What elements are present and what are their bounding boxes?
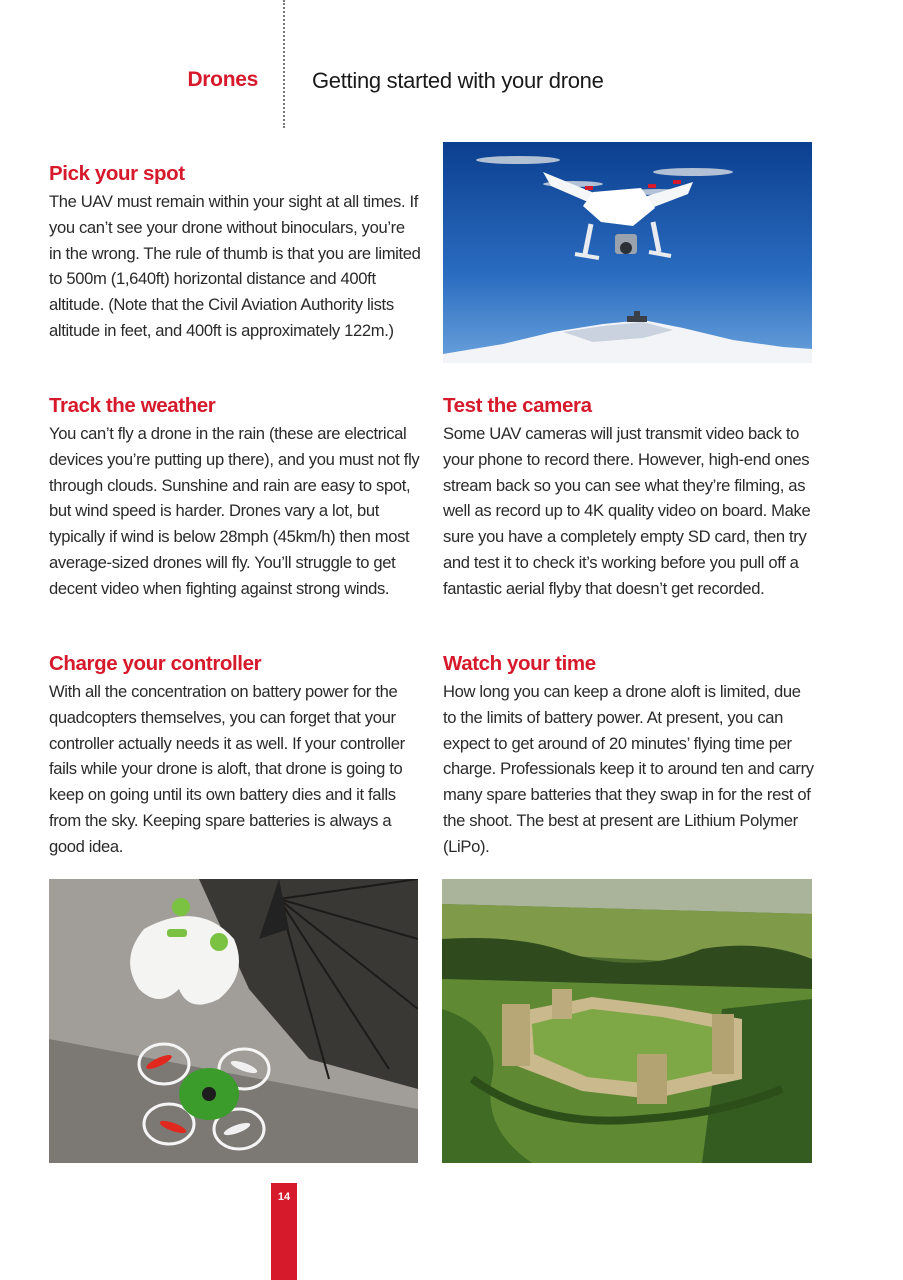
page-title: Getting started with your drone [312,68,604,93]
header-divider [283,0,285,128]
page-number: 14 [277,1191,291,1203]
section-test-the-camera [443,393,815,602]
section-body: The UAV must remain within your sight at all times. If you can’t see your drone without binoculars, you’re in the wrong. The rule of thumb is that you are limited to 500m (1,640ft) horizontal distance and 400ft altitude. (Note that the Civil Aviation Authority lists altitude in feet, and 400ft is approximately 122m.) [49,192,421,340]
section-heading: Charge your controller [49,652,262,675]
section-body: You can’t fly a drone in the rain (these are electrical devices you’re putting up there), and you must not fly through clouds. Sunshine and rain are easy to spot, but wind speed is harder. Drones vary a lot, but typically if wind is below 28mph (45km/h) then most average-sized drones will fly. You’ll struggle to get decent video when fighting against strong winds. [49,424,420,598]
section-heading: Test the camera [443,394,592,417]
section-charge-your-controller [49,651,421,860]
mini-drone-controller-photo [49,879,418,1163]
section-watch-your-time [443,651,815,860]
drone-sky-photo [443,142,812,363]
section-body: With all the concentration on battery power for the quadcopters themselves, you can forget that your controller actually needs it as well. If your controller fails while your drone is aloft, that drone is going to keep on going until its own battery dies and it falls from the sky. Keeping spare batteries is always a good idea. [49,682,405,856]
section-label: Drones [187,68,258,91]
section-heading: Track the weather [49,394,216,417]
section-body: How long you can keep a drone aloft is limited, due to the limits of battery power. At present, you can expect to get around of 20 minutes’ flying time per charge. Professionals keep it to around ten and carry many spare batteries that they swap in for the rest of the shoot. The best at present are Lithium Polymer (LiPo). [443,682,814,856]
aerial-castle-photo [442,879,812,1163]
section-heading: Watch your time [443,652,596,675]
section-track-the-weather [49,393,421,602]
section-pick-your-spot [49,161,421,344]
section-heading: Pick your spot [49,162,185,185]
section-body: Some UAV cameras will just transmit video back to your phone to record there. However, high-end ones stream back so you can see what they’re filming, as well as record up to 4K quality video on board. Make sure you have a completely empty SD card, then try and test it to check it’s working before you pull off a fantastic aerial flyby that doesn’t get recorded. [443,424,811,598]
